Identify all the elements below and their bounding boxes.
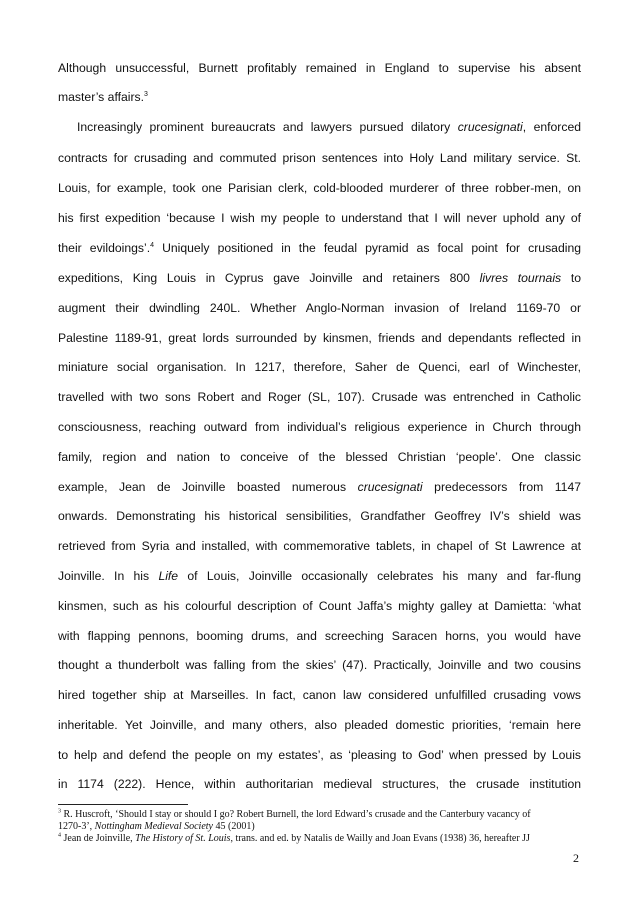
text-line-14: [58, 449, 581, 465]
text-line-8: [58, 270, 581, 286]
footnote-italic: The History of St. Louis: [135, 833, 231, 844]
text: Joinville. In his: [58, 569, 159, 583]
text: his first expedition ‘because I wish my people to understand that I will never uphold any of: [58, 211, 581, 225]
text-line-18: [58, 568, 581, 584]
text: in 1174 (222). Hence, within authoritarian medieval structures, the crusade institution: [58, 777, 581, 791]
text: their evildoings’.: [58, 241, 151, 255]
text: Louis, for example, took one Parisian clerk, cold-blooded murderer of three robber-men, on: [58, 181, 581, 195]
text-line-25: [58, 776, 581, 792]
text-line-23: [58, 717, 581, 733]
text-line-17: [58, 538, 581, 554]
text-line-6: [58, 210, 581, 226]
text-line-7: [58, 240, 581, 256]
text: Uniquely positioned in the feudal pyramid as focal point for crusading: [154, 241, 582, 255]
italic-text: livres tournais: [479, 271, 562, 285]
footnote-ref-3[interactable]: 3: [144, 90, 148, 98]
text: miniature social organisation. In 1217, therefore, Saher de Quenci, earl of Winchester,: [58, 360, 581, 374]
text: consciousness, reaching outward from individual’s religious experience in Church through: [58, 420, 581, 434]
text: expeditions, King Louis in Cyprus gave Joinville and retainers 800: [58, 271, 480, 285]
text: example, Jean de Joinville boasted numerous: [58, 480, 358, 494]
text-line-3: [77, 119, 581, 135]
text-line-11: [58, 359, 581, 375]
text-line-21: [58, 657, 581, 673]
text-line-15: [58, 479, 581, 495]
footnote-separator: [58, 804, 188, 805]
italic-text: crucesignati: [457, 120, 523, 134]
text: travelled with two sons Robert and Roger (SL, 107). Crusade was entrenched in Catholic: [58, 390, 581, 404]
text-line-19: [58, 598, 581, 614]
text-line-4: [58, 150, 581, 166]
text: , enforced: [522, 120, 582, 134]
text: Palestine 1189-91, great lords surrounded by kinsmen, friends and dependants reflected in: [58, 331, 581, 345]
text: onwards. Demonstrating his historical sensibilities, Grandfather Geoffrey IV’s shield was: [58, 509, 581, 523]
text: master’s affairs.: [58, 90, 145, 104]
text: contracts for crusading and commuted prison sentences into Holy Land military service. St.: [58, 151, 581, 165]
text: kinsmen, such as his colourful description of Count Jaffa’s mighty galley at Damietta: ‘what: [58, 599, 581, 613]
text-line-24: [58, 747, 581, 763]
text-line-12: [58, 389, 581, 405]
text-line-20: [58, 628, 581, 644]
footnote-text: , trans. and ed. by Natalis de Wailly and Joan Evans (1938) 36, hereafter JJ: [230, 833, 530, 844]
footnote-italic: Nottingham Medieval Society: [94, 821, 213, 832]
footnote-number: 4: [58, 832, 61, 839]
footnote-4: [58, 832, 530, 845]
text: family, region and nation to conceive of the blessed Christian ‘people’. One classic: [58, 450, 581, 464]
footnote-text: Jean de Joinville,: [61, 833, 136, 844]
footnote-text: R. Huscroft, ‘Should I stay or should I go? Robert Burnell, the lord Edward’s crusade and the Canterbury vacancy of: [61, 809, 531, 820]
text: Although unsuccessful, Burnett profitably remained in England to supervise his absent: [58, 61, 581, 75]
footnote-text: 45 (2001): [212, 821, 255, 832]
italic-text: Life: [158, 569, 179, 583]
text: retrieved from Syria and installed, with commemorative tablets, in chapel of St Lawrence at: [58, 539, 581, 553]
text: augment their dwindling 240L. Whether Anglo-Norman invasion of Ireland 1169-70 or: [58, 301, 581, 315]
text-line-5: [58, 180, 581, 196]
text-line-22: [58, 687, 581, 703]
text-line-16: [58, 508, 581, 524]
text: with flapping pennons, booming drums, and screeching Saracen horns, you would have: [58, 629, 581, 643]
text: of Louis, Joinville occasionally celebrates his many and far-flung: [178, 569, 582, 583]
footnote-ref-4[interactable]: 4: [150, 241, 154, 249]
text-line-13: [58, 419, 581, 435]
footnote-number: 3: [58, 808, 61, 815]
text: to: [561, 271, 581, 285]
text: thought a thunderbolt was falling from the skies’ (47). Practically, Joinville and two cousins: [58, 658, 581, 672]
page-number: 2: [573, 851, 579, 865]
text: hired together ship at Marseilles. In fact, canon law considered unfulfilled crusading vows: [58, 688, 581, 702]
text: to help and defend the people on my estates’, as ‘pleasing to God’ when pressed by Louis: [58, 748, 581, 762]
text: predecessors from 1147: [422, 480, 581, 494]
footnote-text: 1270-3’,: [58, 821, 95, 832]
text: inheritable. Yet Joinville, and many others, also pleaded domestic priorities, ‘remain here: [58, 718, 581, 732]
text-line-1: [58, 60, 581, 76]
text-line-10: [58, 330, 581, 346]
italic-text: crucesignati: [357, 480, 423, 494]
text: Increasingly prominent bureaucrats and lawyers pursued dilatory: [77, 120, 458, 134]
text-line-9: [58, 300, 581, 316]
text-line-2: [58, 89, 581, 105]
